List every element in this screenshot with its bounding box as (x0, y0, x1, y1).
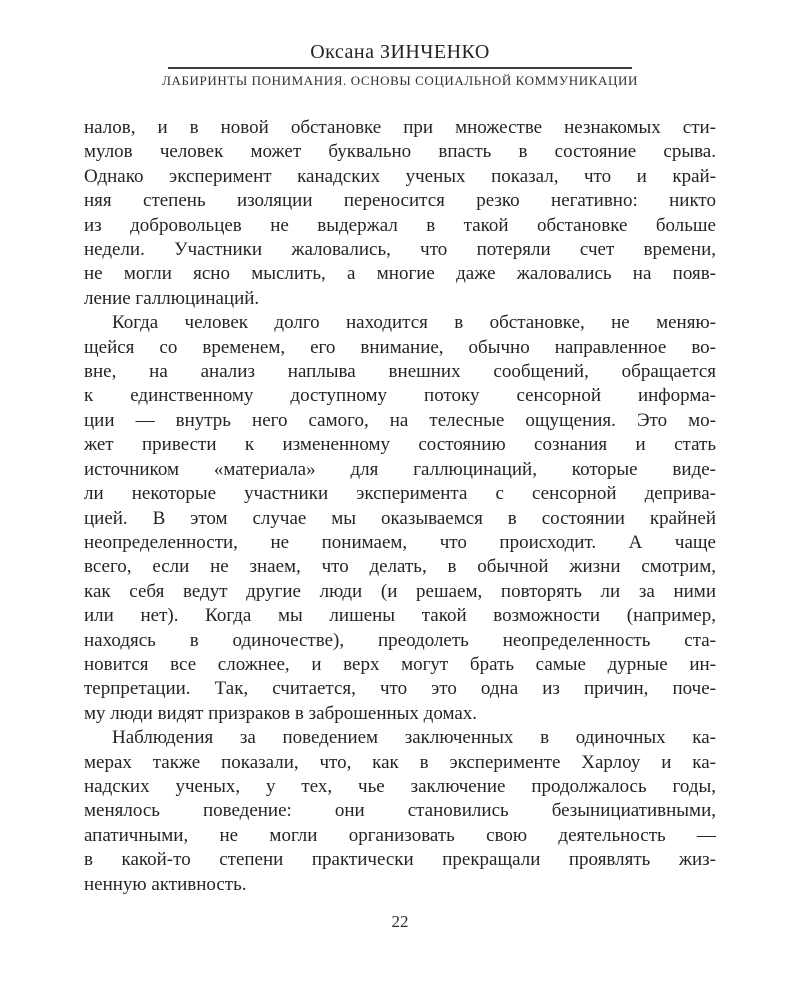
text-line: Когда человек долго находится в обстановке, не меняю- (112, 312, 716, 334)
text-line: не могли ясно мыслить, а многие даже жаловались на появ- (84, 263, 716, 285)
text-line: Наблюдения за поведением заключенных в одиночных ка- (112, 727, 716, 749)
text-line: ненную активность. (84, 873, 247, 895)
text-line: вне, на анализ наплыва внешних сообщений, обращается (84, 361, 716, 383)
page-header (0, 40, 800, 89)
text-line: источником «материала» для галлюцинаций, которые виде- (84, 458, 716, 480)
text-line: мулов человек может буквально впасть в состояние срыва. (84, 141, 716, 163)
text-line: налов, и в новой обстановке при множестве незнакомых сти- (84, 117, 716, 138)
text-line: няя степень изоляции переносится резко негативно: никто (84, 190, 716, 212)
text-line: находясь в одиночестве), преодолеть неопределенность ста- (84, 629, 716, 651)
author-name: Оксана ЗИНЧЕНКО (310, 41, 490, 63)
paragraph (84, 311, 716, 726)
text-line: Однако эксперимент канадских ученых показал, что и край- (84, 165, 716, 187)
text-line: апатичными, не могли организовать свою деятельность — (84, 824, 716, 846)
text-line: в какой-то степени практически прекращали проявлять жиз- (84, 849, 716, 871)
text-line: новится все сложнее, и верх могут брать самые дурные ин- (84, 653, 716, 675)
text-line: к единственному доступному потоку сенсорной информа- (84, 385, 716, 407)
page-footer (0, 912, 800, 932)
text-line: недели. Участники жаловались, что потеряли счет времени, (84, 239, 716, 261)
text-line: из добровольцев не выдержал в такой обстановке больше (84, 214, 716, 236)
paragraph (84, 726, 716, 897)
text-line: мерах также показали, что, как в эксперименте Харлоу и ка- (84, 751, 716, 773)
text-line: жет привести к измененному состоянию сознания и стать (84, 434, 716, 456)
text-line: надских ученых, у тех, чье заключение продолжалось годы, (84, 775, 716, 797)
text-line: ление галлюцинаций. (84, 287, 260, 309)
series-title: ЛАБИРИНТЫ ПОНИМАНИЯ. ОСНОВЫ СОЦИАЛЬНОЙ КОММУНИКАЦИИ (162, 73, 638, 88)
text-line: неопределенности, не понимаем, что происходит. А чаще (84, 531, 716, 553)
text-line: терпретации. Так, считается, что это одна из причин, поче- (84, 678, 716, 700)
body-text (84, 116, 716, 897)
text-line: всего, если не знаем, что делать, в обычной жизни смотрим, (84, 556, 716, 578)
header-rule (168, 67, 632, 69)
text-line: му люди видят призраков в заброшенных домах. (84, 702, 478, 724)
text-line: как себя ведут другие люди (и решаем, повторять ли за ними (84, 580, 716, 602)
text-line: щейся со временем, его внимание, обычно направленное во- (84, 336, 716, 358)
text-line: или нет). Когда мы лишены такой возможности (например, (84, 605, 716, 627)
text-line: цией. В этом случае мы оказываемся в состоянии крайней (84, 507, 716, 529)
text-line: менялось поведение: они становились безынициативными, (84, 800, 716, 822)
page-number: 22 (391, 912, 409, 931)
text-line: ли некоторые участники эксперимента с сенсорной деприва- (84, 483, 716, 505)
paragraph (84, 116, 716, 311)
text-line: ции — внутрь него самого, на телесные ощущения. Это мо- (84, 409, 716, 431)
